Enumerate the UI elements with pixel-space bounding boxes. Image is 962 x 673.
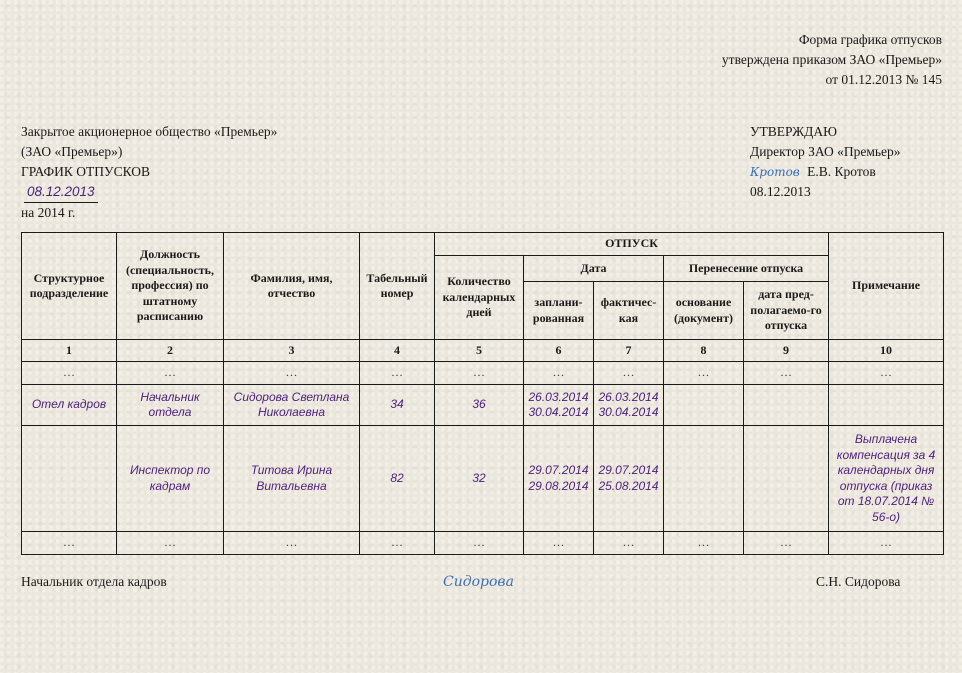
approve-title: УТВЕРЖДАЮ <box>750 124 838 139</box>
ellipsis-cell: … <box>117 362 224 385</box>
ellipsis-cell: … <box>664 362 744 385</box>
header-dept: Структурное подразделение <box>22 233 117 340</box>
column-number: 4 <box>360 340 435 362</box>
cell-fio: Сидорова Светлана Николаевна <box>224 385 360 426</box>
planned-start: 26.03.2014 <box>528 389 589 404</box>
actual-end: 30.04.2014 <box>598 405 659 419</box>
cell-note: Выплачена компенсация за 4 календарных дня отпуска (приказ от 18.07.2014 № 56-о) <box>829 426 944 532</box>
cell-dept: Отел кадров <box>22 385 117 426</box>
header-vacation: ОТПУСК <box>435 233 829 256</box>
org-short-name: (ЗАО «Премьер») <box>21 144 123 159</box>
header-expected: дата пред-полагаемо-го отпуска <box>744 282 829 340</box>
ellipsis-cell: … <box>360 532 435 555</box>
column-number: 7 <box>594 340 664 362</box>
column-numbers-row <box>22 340 944 362</box>
cell-planned <box>524 385 594 426</box>
planned-end: 30.04.2014 <box>528 405 589 419</box>
column-number: 2 <box>117 340 224 362</box>
ellipsis-cell: … <box>524 362 594 385</box>
column-number: 8 <box>664 340 744 362</box>
ellipsis-cell: … <box>744 532 829 555</box>
column-number: 6 <box>524 340 594 362</box>
approve-date: 08.12.2013 <box>750 184 811 199</box>
approve-position: Директор ЗАО «Премьер» <box>750 144 901 159</box>
actual-start: 29.07.2014 <box>598 463 659 477</box>
ellipsis-cell: … <box>664 532 744 555</box>
table-row <box>22 426 944 532</box>
cell-dept <box>22 426 117 532</box>
cell-expected <box>744 426 829 532</box>
organization-block <box>21 122 277 223</box>
footer-name: С.Н. Сидорова <box>816 574 901 589</box>
planned-end: 29.08.2014 <box>528 478 589 493</box>
ellipsis-cell: … <box>744 362 829 385</box>
ellipsis-cell: … <box>360 362 435 385</box>
actual-end: 25.08.2014 <box>598 478 659 493</box>
cell-actual <box>594 385 664 426</box>
document-title: ГРАФИК ОТПУСКОВ <box>21 164 151 179</box>
header-date: Дата <box>524 256 664 282</box>
approval-block <box>750 122 901 202</box>
cell-basis <box>664 426 744 532</box>
cell-position: Начальник отдела <box>117 385 224 426</box>
form-approval-line2: утверждена приказом ЗАО «Премьер» <box>721 52 942 67</box>
cell-days: 36 <box>435 385 524 426</box>
footer-signature: Сидорова <box>443 574 514 590</box>
form-approval-line3: от 01.12.2013 № 145 <box>825 72 942 87</box>
cell-tab-no: 34 <box>360 385 435 426</box>
ellipsis-cell: … <box>829 532 944 555</box>
cell-note <box>829 385 944 426</box>
ellipsis-cell: … <box>435 362 524 385</box>
header-position: Должность (специальность, профессия) по штатному расписанию <box>117 233 224 340</box>
table-row <box>22 385 944 426</box>
ellipsis-cell: … <box>594 532 664 555</box>
cell-fio: Титова Ирина Витальевна <box>224 426 360 532</box>
header-fio: Фамилия, имя, отчество <box>224 233 360 340</box>
cell-basis <box>664 385 744 426</box>
actual-start: 26.03.2014 <box>598 389 659 404</box>
cell-tab-no: 82 <box>360 426 435 532</box>
document-date: 08.12.2013 <box>24 182 98 203</box>
planned-start: 29.07.2014 <box>528 463 589 477</box>
ellipsis-row <box>22 362 944 385</box>
form-approval-note <box>722 30 942 90</box>
form-approval-line1: Форма графика отпусков <box>798 32 942 47</box>
column-number: 3 <box>224 340 360 362</box>
ellipsis-cell: … <box>117 532 224 555</box>
header-note: Примечание <box>829 233 944 340</box>
ellipsis-cell: … <box>224 362 360 385</box>
ellipsis-cell: … <box>22 532 117 555</box>
column-number: 10 <box>829 340 944 362</box>
schedule-year: на 2014 г. <box>21 205 76 220</box>
header-basis: основание (документ) <box>664 282 744 340</box>
ellipsis-cell: … <box>224 532 360 555</box>
header-transfer: Перенесение отпуска <box>664 256 829 282</box>
ellipsis-cell: … <box>594 362 664 385</box>
ellipsis-cell: … <box>524 532 594 555</box>
column-number: 1 <box>22 340 117 362</box>
ellipsis-cell: … <box>435 532 524 555</box>
header-days: Количество календарных дней <box>435 256 524 340</box>
header-actual: фактичес-кая <box>594 282 664 340</box>
cell-planned <box>524 426 594 532</box>
footer-position: Начальник отдела кадров <box>21 574 167 589</box>
header-planned: заплани-рованная <box>524 282 594 340</box>
ellipsis-cell: … <box>22 362 117 385</box>
vacation-schedule-table <box>21 232 944 555</box>
director-name: Е.В. Кротов <box>807 164 876 179</box>
column-number: 9 <box>744 340 829 362</box>
ellipsis-cell: … <box>829 362 944 385</box>
cell-position: Инспектор по кадрам <box>117 426 224 532</box>
cell-expected <box>744 385 829 426</box>
cell-days: 32 <box>435 426 524 532</box>
ellipsis-row <box>22 532 944 555</box>
header-tab-no: Табельный номер <box>360 233 435 340</box>
column-number: 5 <box>435 340 524 362</box>
director-signature: Кротов <box>750 165 800 179</box>
cell-actual <box>594 426 664 532</box>
org-name: Закрытое акционерное общество «Премьер» <box>21 124 278 139</box>
